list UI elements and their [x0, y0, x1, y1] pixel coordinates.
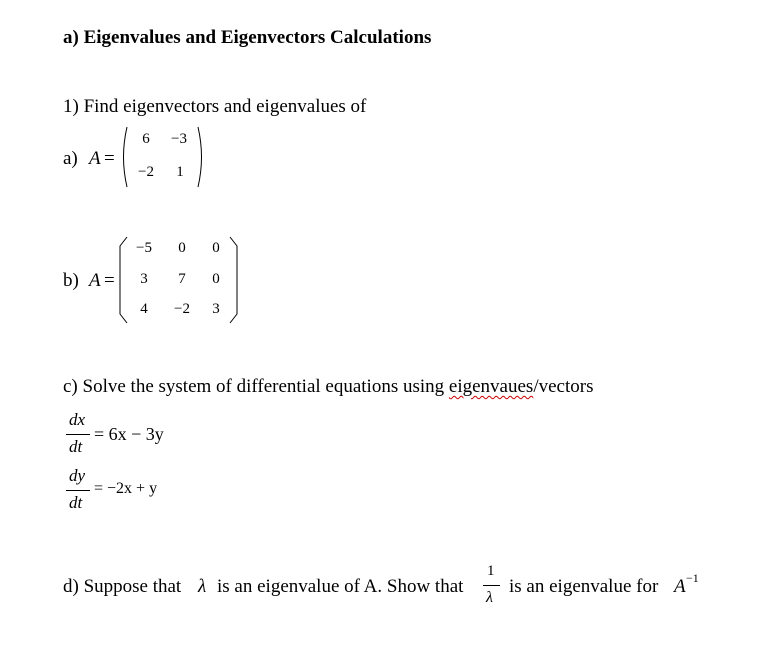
part-a-label: a)	[63, 148, 78, 169]
part-d-text-before: d) Suppose that	[63, 576, 182, 597]
matrix-b-cell-r2c1: 3	[140, 271, 148, 287]
part-d-fraction-numerator: 1	[487, 563, 495, 579]
eq2-denominator: dt	[69, 493, 83, 512]
right-paren-icon	[228, 236, 238, 324]
section-heading: a) Eigenvalues and Eigenvectors Calculations	[63, 27, 432, 48]
matrix-a-cell-r1c1: 6	[142, 131, 150, 147]
left-paren-icon	[119, 236, 129, 324]
matrix-a-cell-r1c2: −3	[171, 131, 187, 147]
part-a-equals: =	[104, 148, 115, 169]
part-d-exponent: −1	[686, 571, 699, 585]
eq2-fraction-bar	[66, 490, 90, 491]
part-d-lambda: λ	[198, 576, 207, 597]
right-paren-icon	[196, 126, 206, 188]
left-paren-icon	[119, 126, 129, 188]
matrix-a-cell-r2c2: 1	[176, 164, 184, 180]
part-d-fraction-bar	[483, 585, 500, 586]
eq2-rhs: = −2x + y	[94, 480, 158, 497]
part-b-equals: =	[104, 270, 115, 291]
part-d-fraction-denominator: λ	[486, 589, 493, 606]
part-c-text-after: /vectors	[533, 376, 594, 397]
part-a-lhs: A	[89, 148, 101, 169]
question-1-intro: 1) Find eigenvectors and eigenvalues of	[63, 96, 367, 117]
part-d-text-after: is an eigenvalue for	[509, 576, 659, 597]
part-b-label: b)	[63, 270, 79, 291]
eq1-denominator: dt	[69, 437, 83, 456]
matrix-b-cell-r1c3: 0	[212, 240, 220, 256]
matrix-a-cell-r2c1: −2	[138, 164, 154, 180]
matrix-b-cell-r1c2: 0	[178, 240, 186, 256]
matrix-b-cell-r2c3: 0	[212, 271, 220, 287]
eq2-numerator: dy	[69, 466, 86, 485]
part-c-text-before: c) Solve the system of differential equations using	[63, 376, 449, 397]
eq1-numerator: dx	[69, 410, 86, 429]
eq1-fraction-bar	[66, 434, 90, 435]
matrix-b-cell-r3c3: 3	[212, 301, 220, 317]
matrix-b-cell-r1c1: −5	[136, 240, 152, 256]
matrix-b-cell-r3c1: 4	[140, 301, 148, 317]
part-d-text-mid: is an eigenvalue of A. Show that	[217, 576, 464, 597]
part-c-prompt	[63, 376, 593, 398]
matrix-b-cell-r2c2: 7	[178, 271, 186, 287]
eq1-rhs: = 6x − 3y	[94, 424, 164, 444]
matrix-b-cell-r3c2: −2	[174, 301, 190, 317]
part-c-misspelled-word: eigenvaues	[448, 376, 534, 397]
part-d-matrix: A	[674, 576, 686, 597]
part-b-lhs: A	[89, 270, 101, 291]
